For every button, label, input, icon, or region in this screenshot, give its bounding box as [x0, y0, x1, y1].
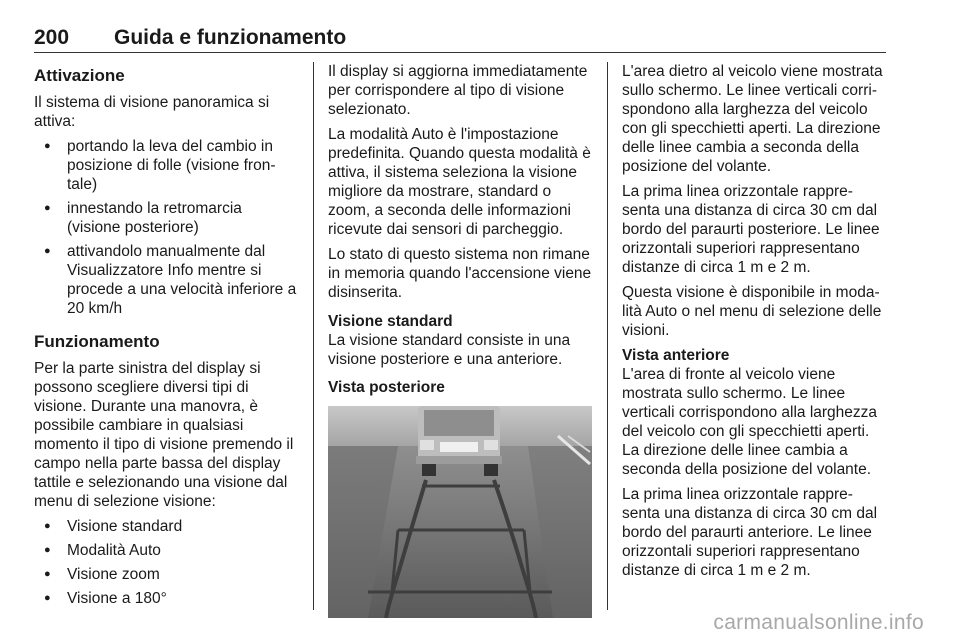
- section-title: Guida e funzionamento: [114, 26, 347, 49]
- bullet-list-attivazione: [34, 137, 298, 318]
- list-item: ● Visione standard: [34, 517, 298, 536]
- watermark: carmanualsonline.info: [713, 611, 924, 634]
- column-separator: [313, 62, 314, 610]
- list-item: ● Modalità Auto: [34, 541, 298, 560]
- paragraph: Il sistema di visione panoramica si attiva:: [34, 94, 270, 130]
- paragraph: La prima linea orizzontale rappre-senta una distanza di circa 30 cm dal bordo del paraurti posteriore. Le linee orizzontali superiori rappresentano distanze di circa 1 m e 2 m.: [622, 183, 880, 276]
- column-right: [622, 62, 886, 586]
- list-item: ● portando la leva del cambio in posizione di folle (visione fron-tale): [34, 137, 298, 194]
- paragraph: La modalità Auto è l'impostazione predefinita. Quando questa modalità è attiva, il sistema seleziona la visione migliore da mostrare, standard o zoom, a seconda delle informazioni ricevute dai sensori di parcheggio.: [328, 126, 591, 238]
- paragraph: L'area dietro al veicolo viene mostrata sullo schermo. Le linee verticali corri-spondono alla larghezza del veicolo con gli specchietti aperti. La direzione delle linee cambia a seconda della posizione del volante.: [622, 63, 883, 175]
- list-item: ● Visione zoom: [34, 565, 298, 584]
- heading-vista-anteriore: Vista anteriore: [622, 347, 730, 364]
- paragraph: Lo stato di questo sistema non rimane in memoria quando l'accensione viene disinserita.: [328, 246, 592, 301]
- paragraph: La visione standard consiste in una visione posteriore e una anteriore.: [328, 332, 571, 368]
- column-left: [34, 62, 298, 613]
- paragraph: La prima linea orizzontale rappre-senta una distanza di circa 30 cm dal bordo del paraurti anteriore. Le linee orizzontali superiori rappresentano distanze di circa 1 m e 2 m.: [622, 486, 878, 579]
- heading-attivazione: Attivazione: [34, 66, 125, 85]
- page-number: 200: [34, 26, 70, 49]
- heading-vista-posteriore: Vista posteriore: [328, 379, 445, 396]
- paragraph: Questa visione è disponibile in moda-lità Auto o nel menu di selezione delle visioni.: [622, 284, 882, 339]
- bullet-list-visioni: [34, 517, 298, 608]
- header-rule: [34, 52, 886, 53]
- page-header: [34, 26, 886, 52]
- paragraph: Il display si aggiorna immediatamente per corrispondere al tipo di visione selezionato.: [328, 63, 588, 118]
- paragraph: L'area di fronte al veicolo viene mostrata sullo schermo. Le linee verticali corrispondono alla larghezza del veicolo con gli specchietti aperti. La direzione delle linee cambia a seconda della posizione del volante.: [622, 366, 878, 478]
- heading-visione-standard: Visione standard: [328, 313, 453, 330]
- column-separator: [607, 62, 608, 610]
- rear-camera-image: [328, 406, 592, 618]
- heading-funzionamento: Funzionamento: [34, 332, 160, 351]
- list-item: ● Visione a 180°: [34, 589, 298, 608]
- column-middle: [328, 62, 592, 618]
- list-item: ● attivandolo manualmente dal Visualizzatore Info mentre si procede a una velocità inferiore a 20 km/h: [34, 242, 298, 318]
- paragraph: Per la parte sinistra del display si possono scegliere diversi tipi di visione. Durante una manovra, è possibile cambiare in qualsiasi momento il tipo di visione premendo il campo nella parte bassa del display tattile e selezionando una visione dal menu di selezione visione:: [34, 360, 294, 510]
- list-item: ● innestando la retromarcia (visione posteriore): [34, 199, 298, 237]
